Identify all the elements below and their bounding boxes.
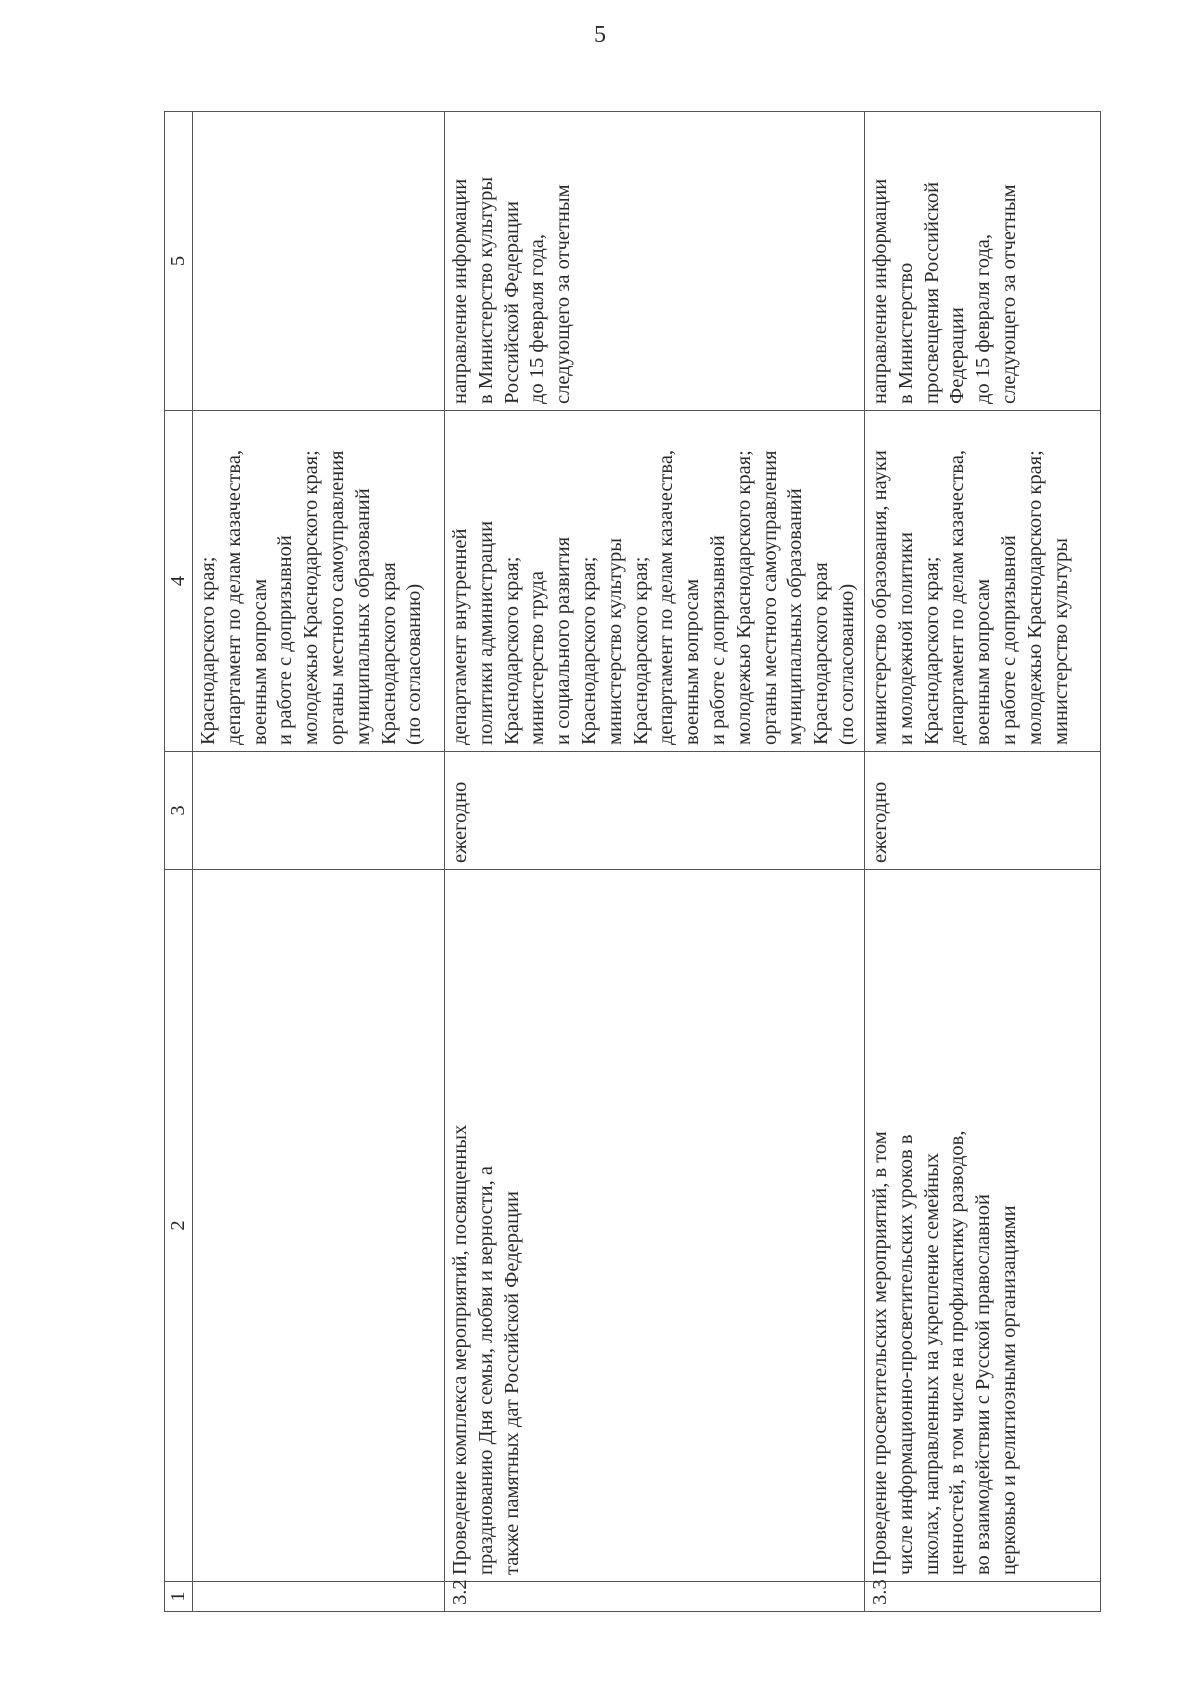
table-row bbox=[193, 112, 445, 1612]
executors-cell bbox=[193, 411, 445, 752]
executors-line: департамент по делам казачества, bbox=[222, 449, 245, 745]
period-cell bbox=[865, 752, 1101, 870]
executors-line: департамент по делам казачества, bbox=[655, 449, 678, 745]
result-cell bbox=[865, 112, 1101, 411]
period-line: ежегодно bbox=[869, 781, 891, 863]
executors-line: военным вопросам bbox=[248, 578, 271, 745]
executors-line: молодежью Краснодарского края; bbox=[300, 450, 323, 745]
executors-line: Краснодарского края; bbox=[920, 556, 943, 745]
result-line: следующего за отчетным bbox=[552, 184, 575, 404]
executors-line: Краснодарского края; bbox=[629, 556, 652, 745]
page-number: 5 bbox=[594, 22, 606, 48]
row-number-cell bbox=[445, 1579, 865, 1612]
header-row bbox=[165, 112, 193, 1612]
result-line: направление информации bbox=[869, 178, 891, 404]
executors-line: Краснодарского края; bbox=[577, 556, 600, 745]
executors-line: органы местного самоуправления bbox=[758, 450, 781, 745]
executors-line: Краснодарского края bbox=[810, 562, 833, 745]
result-cell bbox=[445, 112, 865, 411]
result-line: Федерации bbox=[946, 307, 969, 404]
events-table bbox=[164, 111, 1101, 1612]
executors-line: департамент внутренней bbox=[449, 528, 471, 745]
event-description-cell bbox=[193, 870, 445, 1582]
event-description-line: празднованию Дня семьи, любви и верности, а bbox=[474, 1166, 497, 1575]
row-number-cell bbox=[193, 1582, 445, 1612]
executors-line: и молодежной политики bbox=[894, 532, 917, 745]
column-header-1: 1 bbox=[165, 1582, 193, 1612]
column-header-3: 3 bbox=[165, 752, 193, 870]
executors-line: муниципальных образований bbox=[351, 488, 374, 745]
row-number-cell bbox=[865, 1579, 1101, 1612]
event-description-cell bbox=[445, 870, 865, 1582]
period-line: ежегодно bbox=[449, 781, 471, 863]
executors-line: Краснодарского края; bbox=[500, 556, 523, 745]
executors-line: и социального развития bbox=[552, 536, 575, 745]
rotated-table-area bbox=[164, 112, 1200, 1605]
executors-line: министерство труда bbox=[526, 571, 549, 745]
column-header-4: 4 bbox=[165, 411, 193, 752]
event-description-line: школах, направленных на укрепление семейных bbox=[920, 1152, 943, 1575]
executors-cell bbox=[865, 411, 1101, 752]
row-number-line: 3.2 bbox=[449, 1579, 471, 1605]
event-description-line: также памятных дат Российской Федерации bbox=[500, 1191, 523, 1575]
executors-line: Краснодарского края bbox=[377, 562, 400, 745]
executors-line: органы местного самоуправления bbox=[325, 450, 348, 745]
executors-line: Краснодарского края; bbox=[197, 556, 219, 745]
event-description-line: во взаимодействии с Русской православной bbox=[972, 1194, 995, 1575]
executors-line: министерство образования, науки bbox=[869, 450, 891, 745]
executors-line: и работе с допризывной bbox=[997, 535, 1020, 745]
executors-cell bbox=[445, 411, 865, 752]
executors-line: министерство культуры bbox=[603, 537, 626, 745]
executors-line: (по согласованию) bbox=[835, 583, 858, 745]
result-line: до 15 февраля года, bbox=[526, 233, 549, 404]
column-header-5: 5 bbox=[165, 112, 193, 411]
result-line: Российской Федерации bbox=[500, 201, 523, 404]
result-line: до 15 февраля года, bbox=[972, 233, 995, 404]
column-header-2: 2 bbox=[165, 870, 193, 1582]
executors-line: военным вопросам bbox=[681, 578, 704, 745]
result-line: следующего за отчетным bbox=[997, 184, 1020, 404]
result-line: в Министерство bbox=[894, 262, 917, 404]
event-description-line: ценностей, в том числе на профилактику разводов, bbox=[946, 1130, 969, 1575]
result-line: направление информации bbox=[449, 178, 471, 404]
table-row bbox=[445, 112, 865, 1612]
executors-line: муниципальных образований bbox=[784, 488, 807, 745]
executors-line: военным вопросам bbox=[972, 578, 995, 745]
executors-line: политики администрации bbox=[474, 520, 497, 745]
event-description-line: Проведение комплекса мероприятий, посвященных bbox=[449, 1124, 471, 1575]
executors-line: департамент по делам казачества, bbox=[946, 449, 969, 745]
executors-line: и работе с допризывной bbox=[706, 535, 729, 745]
executors-line: молодежью Краснодарского края; bbox=[1023, 450, 1046, 745]
table-row bbox=[865, 112, 1101, 1612]
executors-line: министерство культуры bbox=[1049, 537, 1072, 745]
event-description-cell bbox=[865, 870, 1101, 1582]
executors-line: и работе с допризывной bbox=[274, 535, 297, 745]
executors-line: (по согласованию) bbox=[403, 583, 426, 745]
result-cell bbox=[193, 112, 445, 411]
event-description-line: числе информационно-просветительских уроков в bbox=[894, 1134, 917, 1575]
event-description-line: церковью и религиозными организациями bbox=[997, 1205, 1020, 1575]
period-cell bbox=[193, 752, 445, 870]
event-description-line: Проведение просветительских мероприятий, в том bbox=[869, 1131, 891, 1575]
result-line: в Министерство культуры bbox=[474, 176, 497, 404]
executors-line: молодежью Краснодарского края; bbox=[732, 450, 755, 745]
period-cell bbox=[445, 752, 865, 870]
row-number-line: 3.3 bbox=[869, 1579, 891, 1605]
result-line: просвещения Российской bbox=[920, 181, 943, 404]
